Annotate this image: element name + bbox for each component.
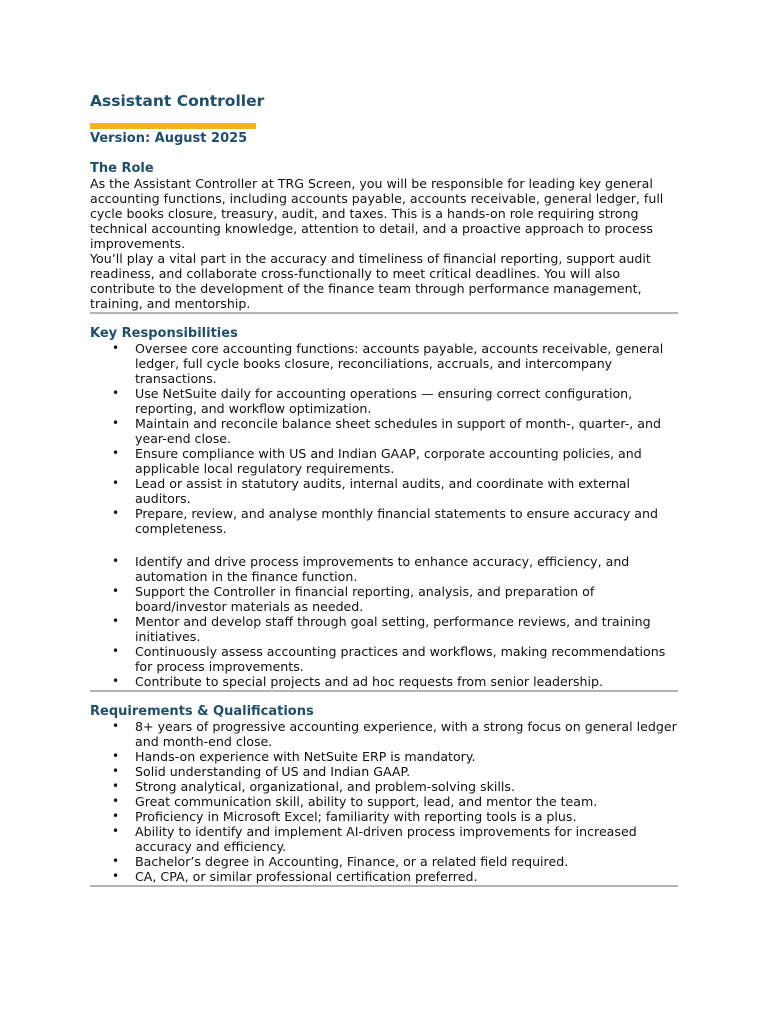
list-item — [90, 794, 678, 809]
list-item — [90, 674, 678, 689]
responsibilities-list-1 — [90, 341, 678, 536]
document-content — [90, 90, 678, 887]
bullet-icon: • — [112, 749, 120, 763]
bullet-icon: • — [112, 341, 120, 355]
bullet-icon: • — [112, 869, 120, 883]
bullet-icon: • — [112, 719, 120, 733]
list-item-text: Continuously assess accounting practices and workflows, making recommendations for process improvements. — [135, 644, 666, 674]
document-title: Assistant Controller — [90, 92, 265, 110]
list-item — [90, 584, 678, 614]
section-divider — [90, 885, 678, 887]
list-item-text: Oversee core accounting functions: accounts payable, accounts receivable, general ledger, full cycle books closure, reconciliations, accruals, and intercompany transactions. — [135, 341, 664, 386]
list-item-text: Hands-on experience with NetSuite ERP is mandatory. — [135, 749, 476, 764]
bullet-icon: • — [112, 416, 120, 430]
list-item — [90, 809, 678, 824]
list-item-text: Ensure compliance with US and Indian GAAP, corporate accounting policies, and applicable local regulatory requirements. — [135, 446, 642, 476]
bullet-icon: • — [112, 386, 120, 400]
list-item-text: Prepare, review, and analyse monthly financial statements to ensure accuracy and completeness. — [135, 506, 658, 536]
bullet-icon: • — [112, 824, 120, 838]
list-item — [90, 554, 678, 584]
section-heading-role: The Role — [90, 161, 154, 176]
list-item — [90, 869, 678, 884]
list-item-text: 8+ years of progressive accounting experience, with a strong focus on general ledger and month-end close. — [135, 719, 677, 749]
bullet-icon: • — [112, 794, 120, 808]
bullet-icon: • — [112, 506, 120, 520]
list-item — [90, 749, 678, 764]
list-item-text: Contribute to special projects and ad hoc requests from senior leadership. — [135, 674, 603, 689]
version-label: Version: August 2025 — [90, 131, 248, 146]
role-paragraph-1: As the Assistant Controller at TRG Screen, you will be responsible for leading key general accounting functions, including accounts payable, accounts receivable, general ledger, full cycle books closure, treasury, audit, and taxes. This is a hands-on role requiring strong technical accounting knowledge, attention to detail, and a proactive approach to process improvements. — [90, 176, 664, 251]
list-item — [90, 386, 678, 416]
bullet-icon: • — [112, 764, 120, 778]
list-item-text: Great communication skill, ability to support, lead, and mentor the team. — [135, 794, 598, 809]
list-item — [90, 824, 678, 854]
bullet-icon: • — [112, 554, 120, 568]
section-heading-responsibilities: Key Responsibilities — [90, 326, 238, 341]
responsibilities-list-2 — [90, 554, 678, 689]
bullet-icon: • — [112, 614, 120, 628]
list-item-text: Proficiency in Microsoft Excel; familiarity with reporting tools is a plus. — [135, 809, 577, 824]
list-item — [90, 854, 678, 869]
list-item-text: CA, CPA, or similar professional certification preferred. — [135, 869, 478, 884]
section-heading-requirements: Requirements & Qualifications — [90, 704, 314, 719]
list-item — [90, 614, 678, 644]
list-item-text: Use NetSuite daily for accounting operations — ensuring correct configuration, reporting, and workflow optimization. — [135, 386, 633, 416]
requirements-list — [90, 719, 678, 884]
list-item — [90, 779, 678, 794]
title-accent-bar — [90, 123, 256, 129]
list-item — [90, 341, 678, 386]
bullet-icon: • — [112, 674, 120, 688]
list-item — [90, 719, 678, 749]
list-item-text: Strong analytical, organizational, and problem-solving skills. — [135, 779, 515, 794]
list-item — [90, 764, 678, 779]
list-item-text: Lead or assist in statutory audits, internal audits, and coordinate with external auditors. — [135, 476, 631, 506]
list-item — [90, 644, 678, 674]
list-item — [90, 506, 678, 536]
list-item-text: Ability to identify and implement AI-driven process improvements for increased accuracy and efficiency. — [135, 824, 637, 854]
bullet-icon: • — [112, 446, 120, 460]
list-item — [90, 446, 678, 476]
bullet-icon: • — [112, 476, 120, 490]
list-item-text: Bachelor’s degree in Accounting, Finance, or a related field required. — [135, 854, 569, 869]
list-item-text: Solid understanding of US and Indian GAAP. — [135, 764, 411, 779]
bullet-icon: • — [112, 644, 120, 658]
bullet-icon: • — [112, 854, 120, 868]
list-item — [90, 416, 678, 446]
list-item-text: Maintain and reconcile balance sheet schedules in support of month-, quarter-, and year-end close. — [135, 416, 661, 446]
list-item-text: Mentor and develop staff through goal setting, performance reviews, and training initiatives. — [135, 614, 651, 644]
bullet-icon: • — [112, 809, 120, 823]
bullet-icon: • — [112, 779, 120, 793]
list-item — [90, 476, 678, 506]
list-item-text: Identify and drive process improvements to enhance accuracy, efficiency, and automation in the finance function. — [135, 554, 630, 584]
role-paragraph-2: You’ll play a vital part in the accuracy and timeliness of financial reporting, support audit readiness, and collaborate cross-functionally to meet critical deadlines. You will also contribute to the development of the finance team through performance management, training, and mentorship. — [90, 251, 651, 311]
list-item-text: Support the Controller in financial reporting, analysis, and preparation of board/investor materials as needed. — [135, 584, 595, 614]
bullet-icon: • — [112, 584, 120, 598]
